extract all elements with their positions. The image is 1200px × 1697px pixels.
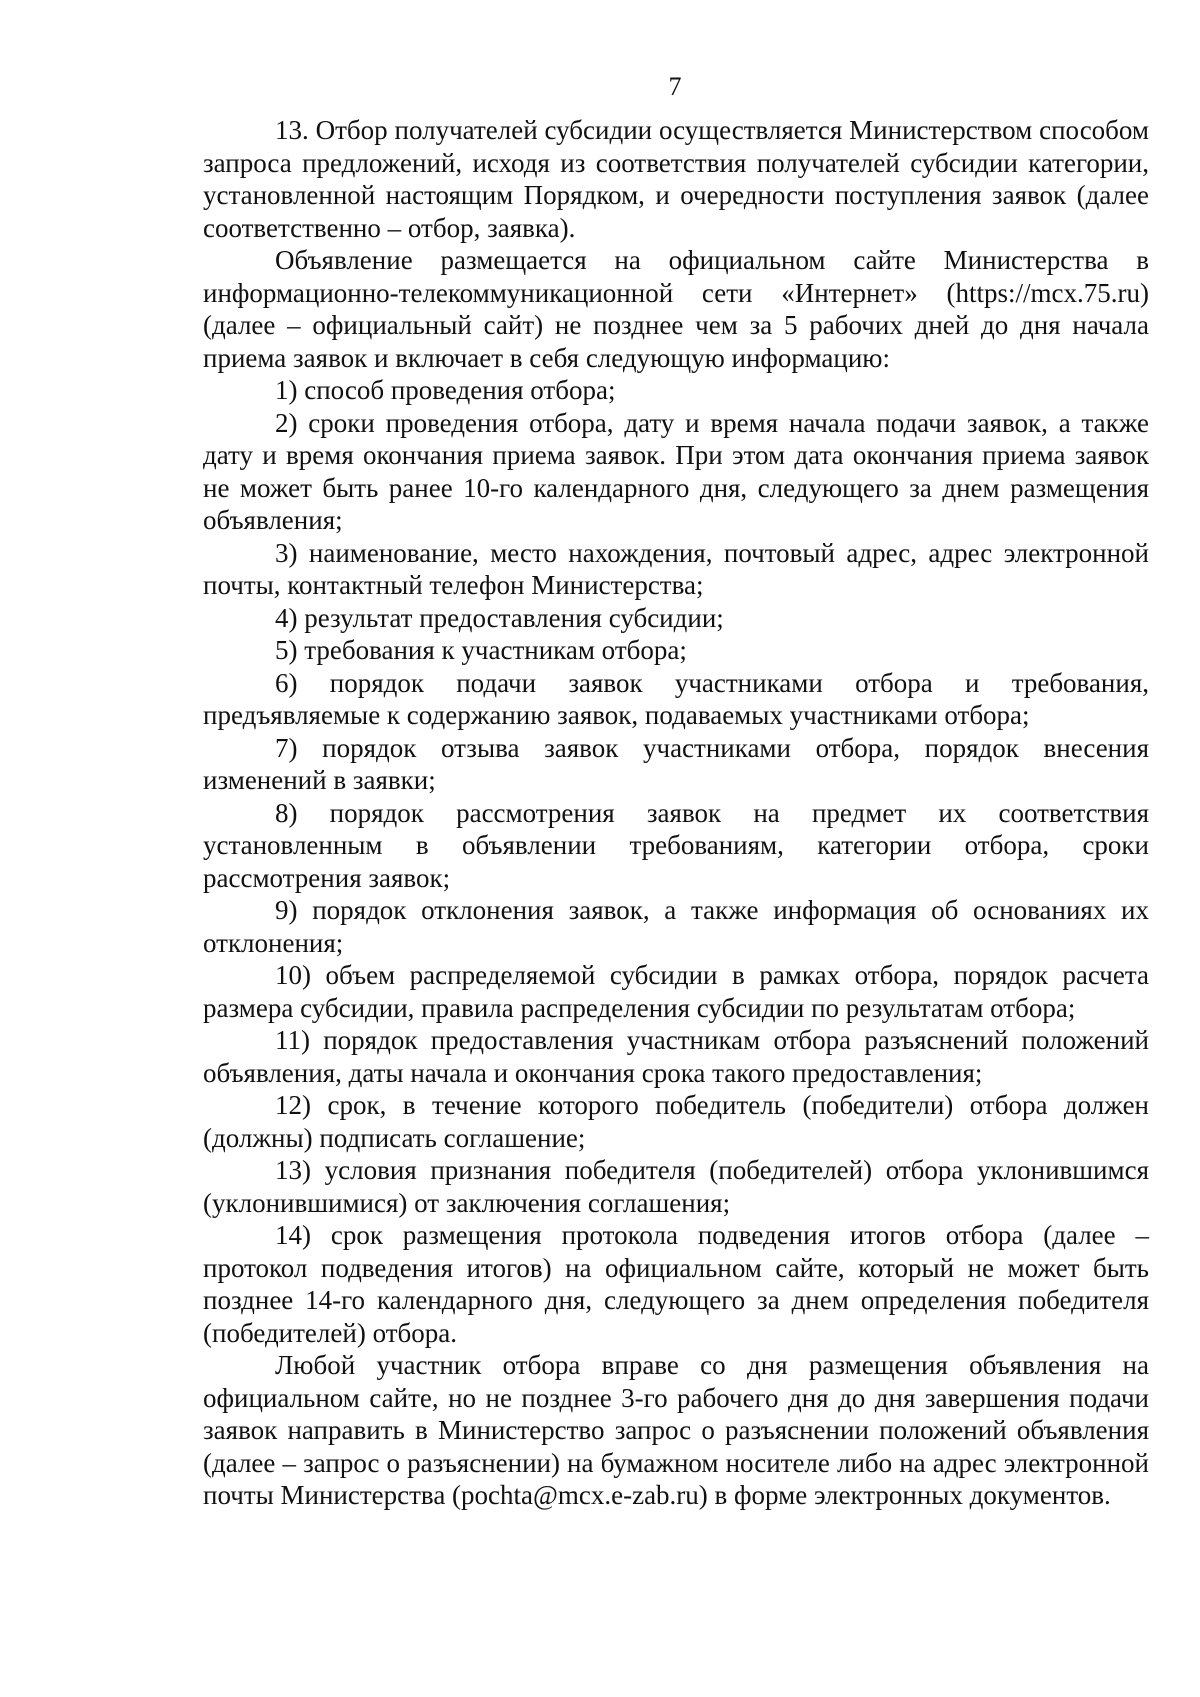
list-item-5: 5) требования к участникам отбора; [275, 635, 687, 665]
paragraph-item-13: 13. Отбор получателей субсидии осуществляется Министерством способом запроса предложений, исходя из соответствия получателей субсидии категории, установленной настоящим Порядком, и очередности поступления заявок (далее соответственно – отбор, заявка). [203, 115, 1149, 243]
list-item-9: 9) порядок отклонения заявок, а также информация об основаниях их отклонения; [203, 895, 1149, 958]
paragraph-clarification-request: Любой участник отбора вправе со дня размещения объявления на официальном сайте, но не позднее 3-го рабочего дня до дня завершения подачи заявок направить в Министерство запрос о разъяснении положений объявления (далее – запрос о разъяснении) на бумажном носителе либо на адрес электронной почты Министерства (pochta@mcx.e-zab.ru) в форме электронных документов. [203, 1350, 1149, 1510]
list-item-10: 10) объем распределяемой субсидии в рамках отбора, порядок расчета размера субсидии, правила распределения субсидии по результатам отбора; [203, 960, 1149, 1023]
list-item-2: 2) сроки проведения отбора, дату и время начала подачи заявок, а также дату и время окончания приема заявок. При этом дата окончания приема заявок не может быть ранее 10-го календарного дня, следующего за днем размещения объявления; [203, 407, 1149, 535]
list-item-14: 14) срок размещения протокола подведения итогов отбора (далее – протокол подведения итогов) на официальном сайте, который не может быть позднее 14-го календарного дня, следующего за днем определения победителя (победителей) отбора. [203, 1220, 1149, 1348]
list-item-12: 12) срок, в течение которого победитель (победители) отбора должен (должны) подписать соглашение; [203, 1090, 1149, 1153]
paragraph-announcement: Объявление размещается на официальном сайте Министерства в информационно-телекоммуникационной сети «Интернет» (https://mcx.75.ru) (далее – официальный сайт) не позднее чем за 5 рабочих дней до дня начала приема заявок и включает в себя следующую информацию: [203, 245, 1149, 373]
page-number: 7 [668, 72, 682, 101]
list-item-1: 1) способ проведения отбора; [275, 375, 616, 405]
list-item-3: 3) наименование, место нахождения, почтовый адрес, адрес электронной почты, контактный телефон Министерства; [203, 537, 1149, 600]
list-item-7: 7) порядок отзыва заявок участниками отбора, порядок внесения изменений в заявки; [203, 732, 1149, 795]
list-item-8: 8) порядок рассмотрения заявок на предмет их соответствия установленным в объявлении требованиям, категории отбора, сроки рассмотрения заявок; [203, 797, 1149, 893]
list-item-13: 13) условия признания победителя (победителей) отбора уклонившимся (уклонившимися) от заключения соглашения; [203, 1155, 1149, 1218]
list-item-6: 6) порядок подачи заявок участниками отбора и требования, предъявляемые к содержанию заявок, подаваемых участниками отбора; [203, 667, 1149, 730]
list-item-4: 4) результат предоставления субсидии; [275, 602, 724, 633]
document-body [203, 114, 1149, 1512]
list-item-11: 11) порядок предоставления участникам отбора разъяснений положений объявления, даты начала и окончания срока такого предоставления; [203, 1025, 1149, 1088]
